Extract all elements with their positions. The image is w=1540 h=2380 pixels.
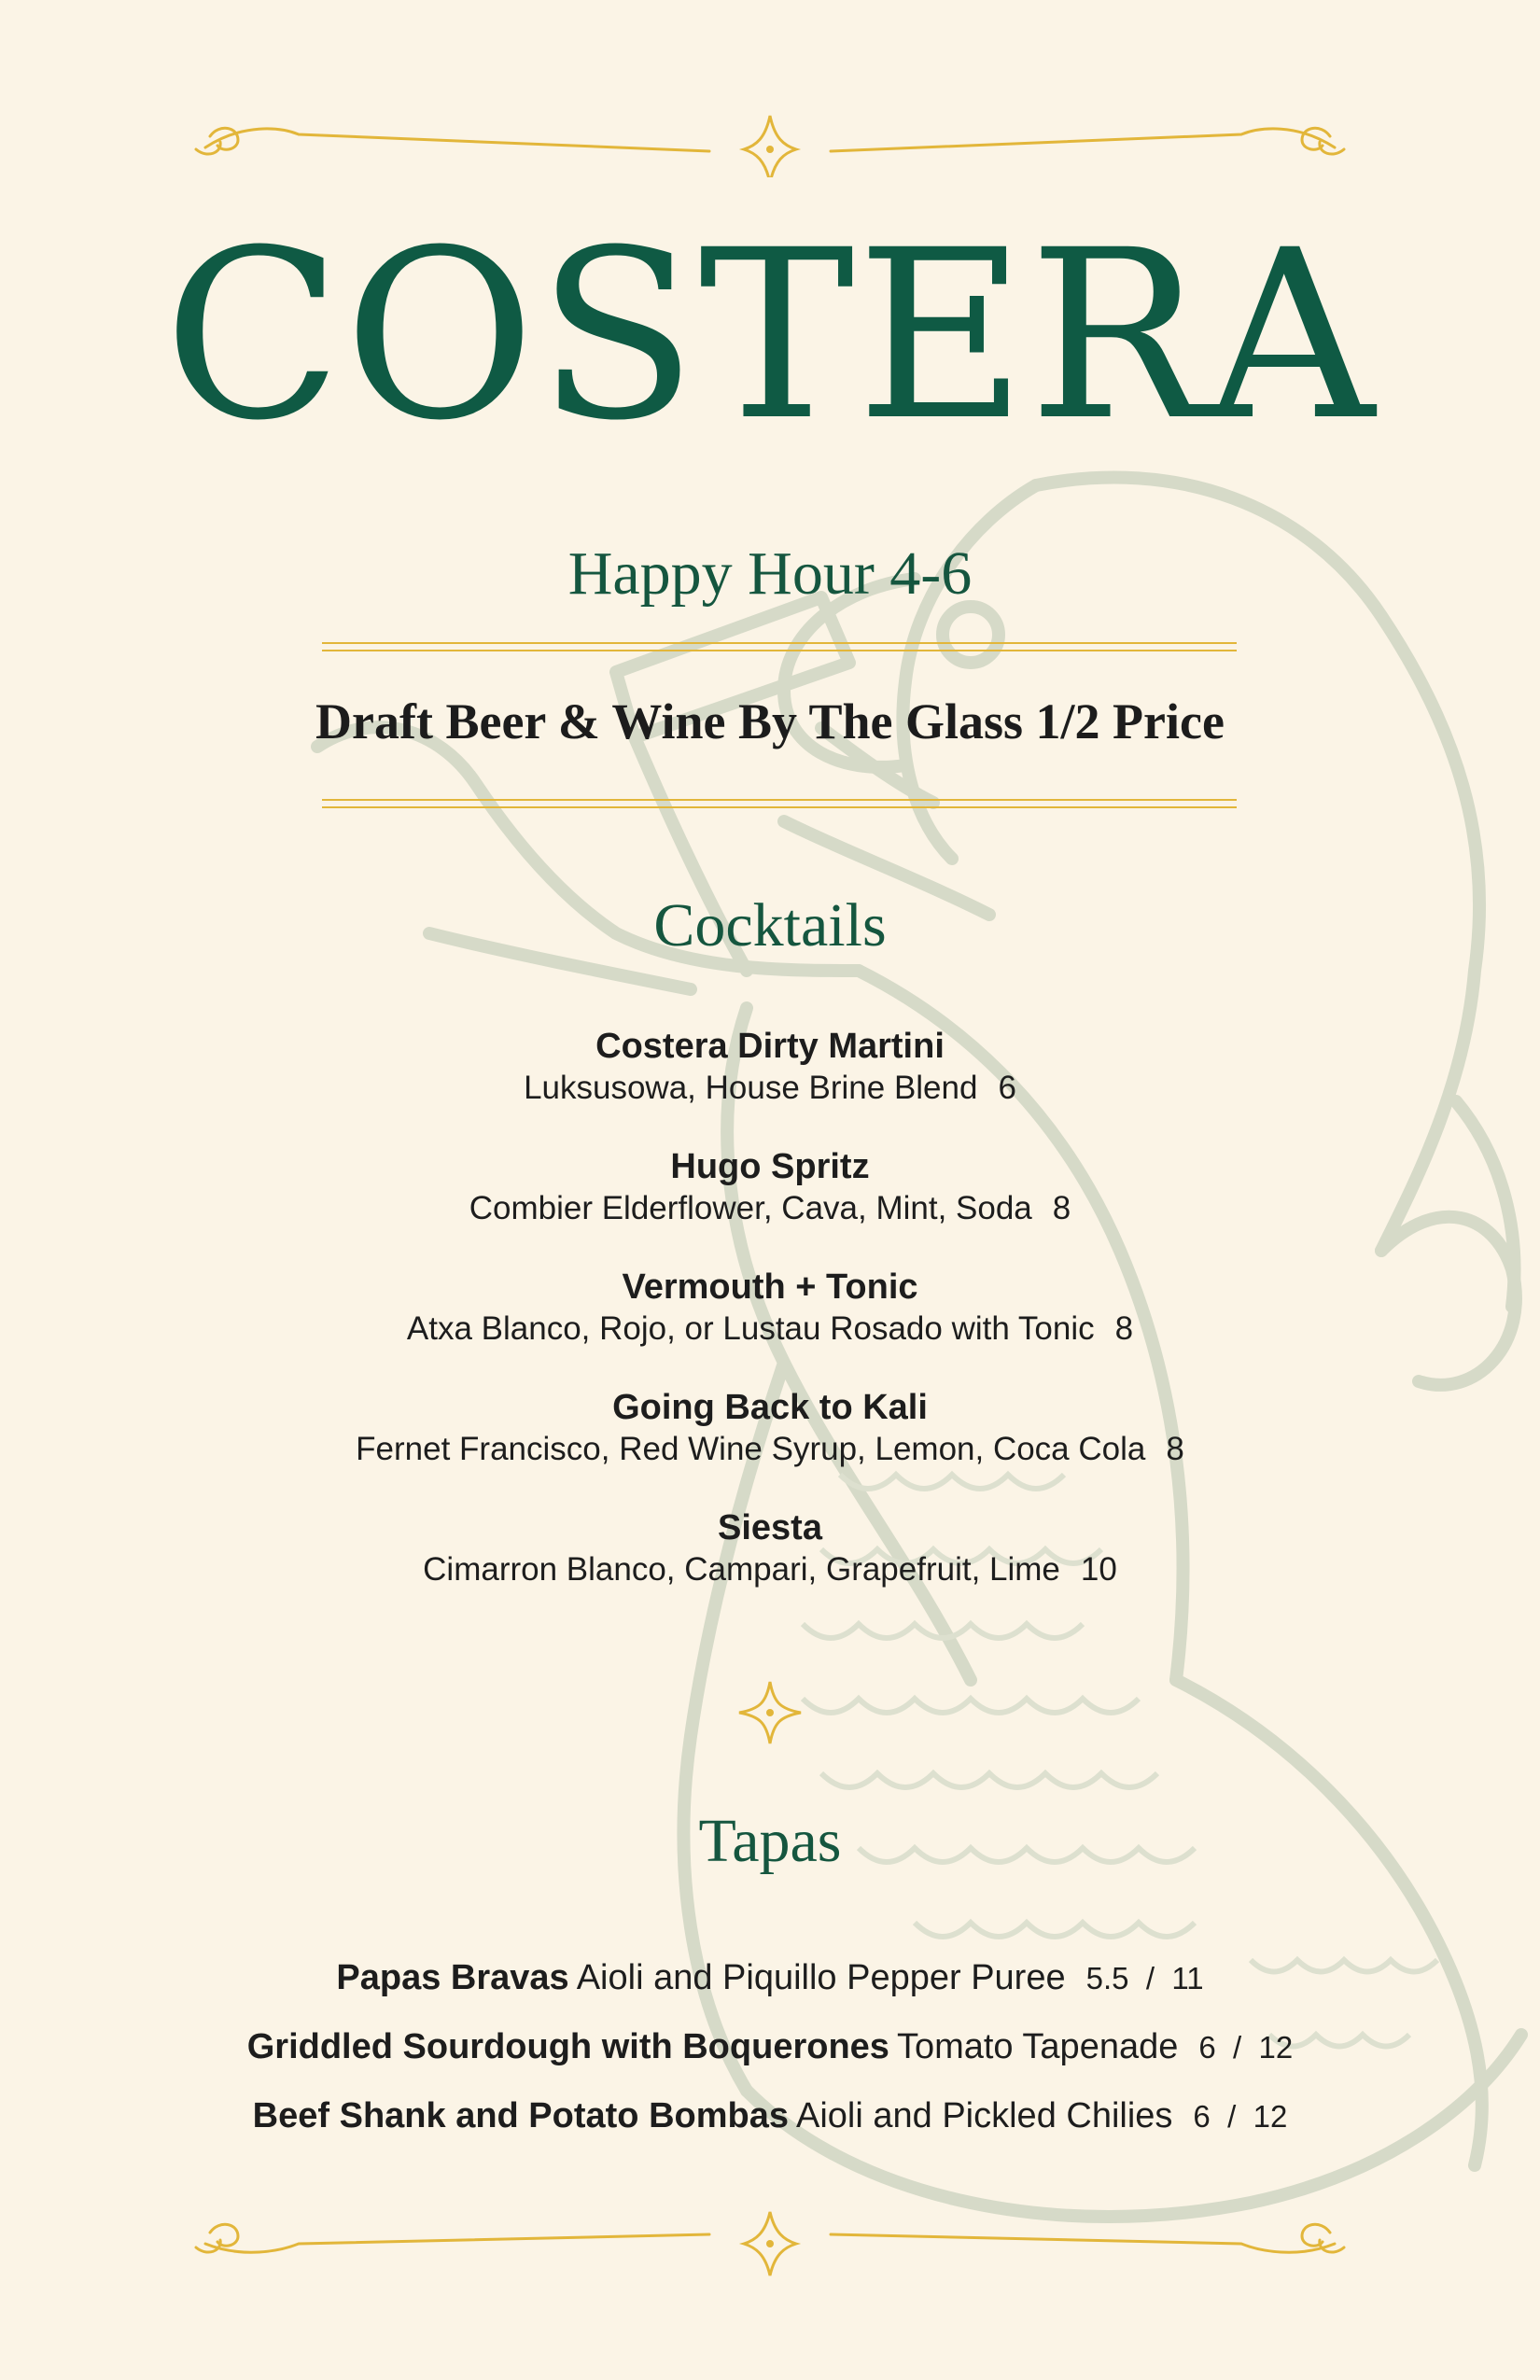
divider-line <box>322 806 1237 808</box>
tapa-item <box>0 2093 1540 2140</box>
ornament-divider-icon <box>0 103 1540 177</box>
cocktail-price: 10 <box>1080 1551 1117 1588</box>
cocktail-item <box>0 1025 1540 1109</box>
tapa-description: Aioli and Piquillo Pepper Puree <box>576 1958 1066 1997</box>
cocktail-name: Going Back to Kali <box>612 1388 928 1427</box>
divider-line <box>322 799 1237 801</box>
restaurant-logo: COSTERA <box>163 200 1377 471</box>
cocktail-item <box>0 1506 1540 1590</box>
cocktail-description: Fernet Francisco, Red Wine Syrup, Lemon, Coca Cola 8 <box>356 1431 1184 1467</box>
tapa-item <box>0 2023 1540 2071</box>
cocktail-name: Costera Dirty Martini <box>595 1027 945 1066</box>
cocktail-price: 6 <box>998 1070 1016 1106</box>
divider-line <box>322 642 1237 644</box>
diamond-star-icon <box>737 1680 803 1745</box>
cocktail-description: Luksusowa, House Brine Blend 6 <box>524 1070 1016 1106</box>
cocktail-price: 8 <box>1052 1190 1071 1226</box>
cocktail-price: 8 <box>1166 1431 1184 1467</box>
happy-hour-title: Happy Hour 4-6 <box>567 539 973 608</box>
tapas-heading: Tapas <box>698 1807 842 1875</box>
cocktail-description: Combier Elderflower, Cava, Mint, Soda 8 <box>469 1190 1071 1226</box>
cocktails-heading: Cocktails <box>653 891 887 959</box>
cocktail-name: Hugo Spritz <box>670 1147 870 1186</box>
cocktail-name: Siesta <box>718 1508 822 1547</box>
tapa-item <box>0 1954 1540 2002</box>
cocktail-name: Vermouth + Tonic <box>622 1267 918 1307</box>
ornament-divider-icon <box>0 2205 1540 2279</box>
tapa-description: Aioli and Pickled Chilies <box>796 2096 1173 2135</box>
tapa-price: 6 / 12 <box>1193 2099 1288 2134</box>
cocktail-item <box>0 1145 1540 1229</box>
cocktail-price: 8 <box>1114 1310 1134 1347</box>
tapa-description: Tomato Tapenade <box>896 2027 1179 2066</box>
tapa-name: Griddled Sourdough with Boquerones <box>246 2027 889 2066</box>
cocktail-item <box>0 1386 1540 1470</box>
cocktail-description: Atxa Blanco, Rojo, or Lustau Rosado with Tonic 8 <box>406 1310 1134 1347</box>
tapa-price: 6 / 12 <box>1198 2030 1294 2065</box>
tapa-name: Beef Shank and Potato Bombas <box>252 2096 789 2135</box>
tapa-name: Papas Bravas <box>336 1958 569 1997</box>
cocktail-item <box>0 1266 1540 1350</box>
tapa-price: 5.5 / 11 <box>1085 1961 1204 1995</box>
happy-hour-promo: Draft Beer & Wine By The Glass 1/2 Price <box>315 693 1225 749</box>
cocktail-description: Cimarron Blanco, Campari, Grapefruit, Lime 10 <box>423 1551 1117 1588</box>
divider-line <box>322 650 1237 651</box>
